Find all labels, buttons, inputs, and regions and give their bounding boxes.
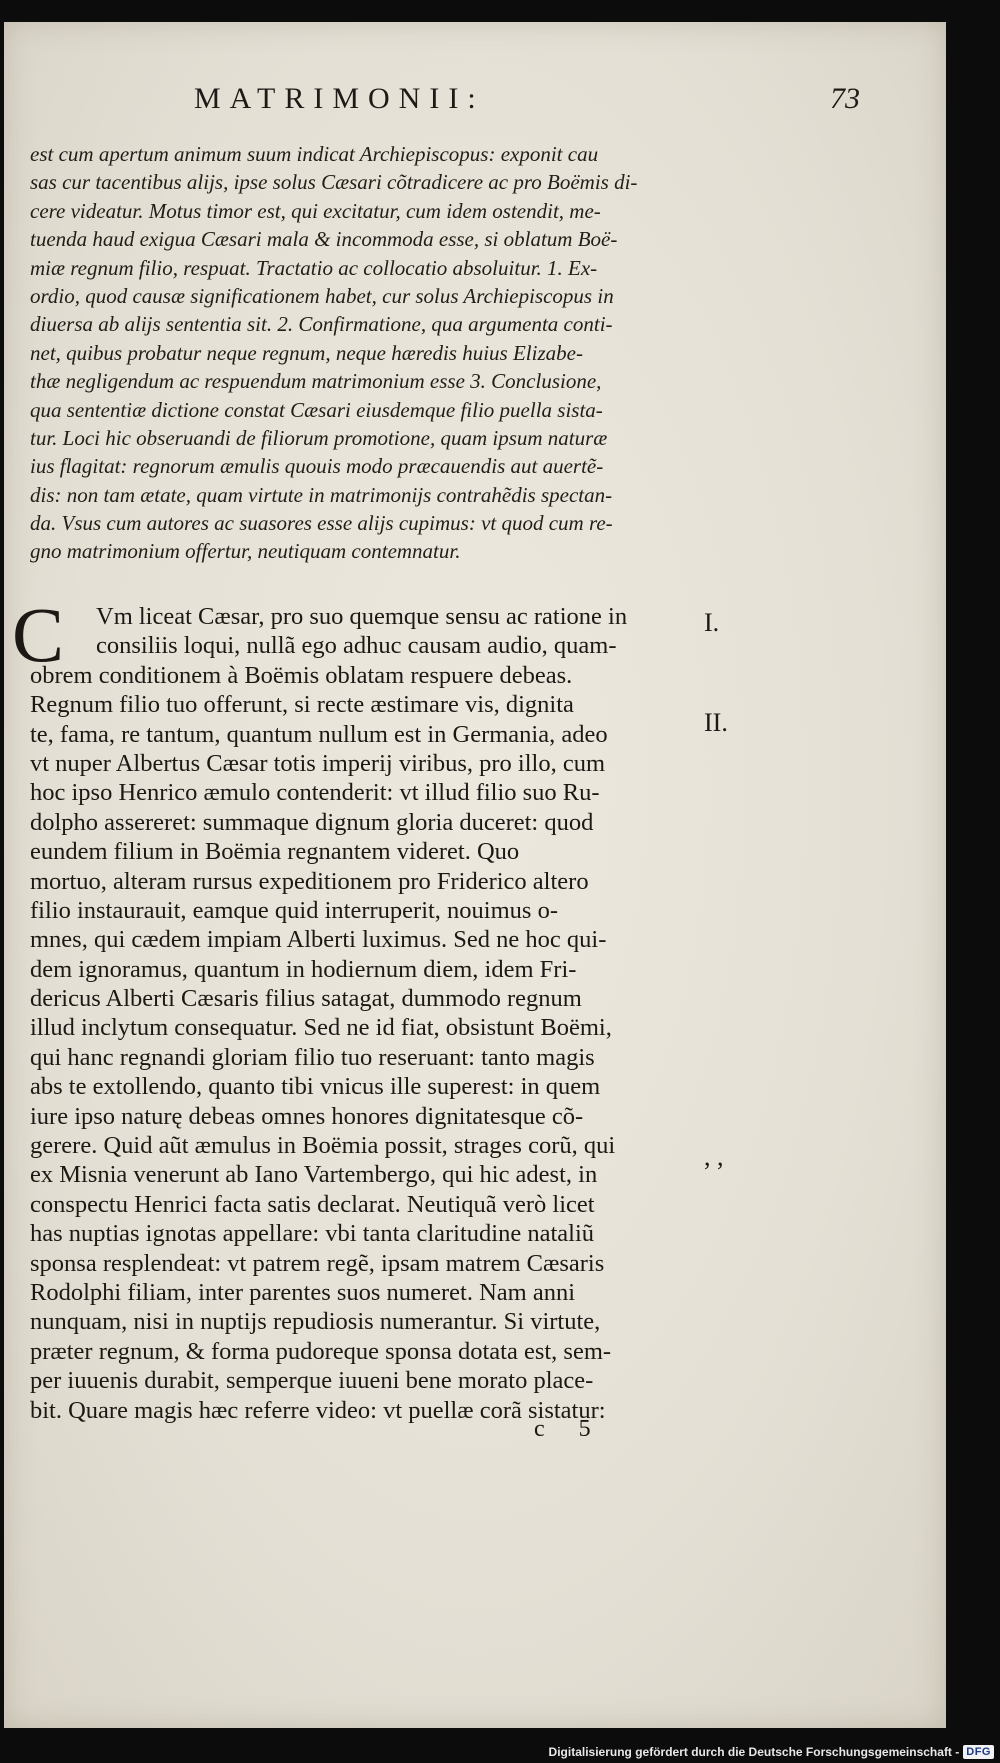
running-title: MATRIMONII:	[194, 82, 485, 115]
summary-line: est cum apertum animum suum indicat Archiepiscopus: exponit cau	[30, 142, 599, 166]
body-line: dolpho assereret: summaque dignum gloria duceret: quod	[30, 808, 594, 836]
body-line: te, fama, re tantum, quantum nullum est in Germania, adeo	[30, 720, 608, 748]
signature-mark: c 5	[534, 1416, 605, 1442]
book-page	[4, 22, 946, 1728]
body-line: illud inclytum consequatur. Sed ne id fiat, obsistunt Boëmi,	[30, 1014, 612, 1042]
summary-line: gno matrimonium offertur, neutiquam contemnatur.	[30, 539, 461, 564]
marginal-note-3: , ,	[704, 1142, 724, 1171]
body-line: filio instaurauit, eamque quid interruperit, nouimus o-	[30, 896, 558, 924]
body-line: eundem filium in Boëmia regnantem videret. Quo	[30, 838, 520, 866]
body-line: obrem conditionem à Boëmis oblatam respuere debeas.	[30, 661, 573, 689]
body-line: dericus Alberti Cæsaris filius satagat, dummodo regnum	[30, 985, 582, 1013]
summary-line: tur. Loci hic obseruandi de filiorum promotione, quam ipsum naturæ	[30, 425, 608, 450]
body-line: præter regnum, & forma pudoreque sponsa dotata est, sem-	[30, 1337, 612, 1365]
body-line: sponsa resplendeat: vt patrem regẽ, ipsam matrem Cæsaris	[30, 1249, 605, 1277]
body-line: per iuuenis durabit, semperque iuueni bene morato place-	[30, 1367, 594, 1395]
summary-line: thæ negligendum ac respuendum matrimonium esse 3. Conclusione,	[30, 369, 602, 394]
drop-cap-initial: C	[12, 591, 65, 678]
body-line: mortuo, alteram rursus expeditionem pro Friderico altero	[30, 867, 589, 895]
body-line: Rodolphi filiam, inter parentes suos numeret. Nam anni	[30, 1278, 576, 1306]
body-line: consiliis loqui, nullã ego adhuc causam audio, quam-	[96, 632, 617, 660]
summary-line: sas cur tacentibus alijs, ipse solus Cæsari cõtradicere ac pro Boëmis di-	[30, 170, 638, 195]
body-line: bit. Quare magis hæc referre video: vt puellæ corã sistatur:	[30, 1396, 606, 1424]
body-line: mnes, qui cædem impiam Alberti luximus. Sed ne hoc qui-	[30, 926, 607, 954]
marginal-note-1: I.	[704, 608, 720, 637]
summary-line: dis: non tam ætate, quam virtute in matrimonijs contrahẽdis spectan-	[30, 482, 613, 507]
digitization-footer	[549, 1745, 994, 1759]
footer-credit: Digitalisierung gefördert durch die Deutsche Forschungsgemeinschaft -	[548, 1745, 960, 1759]
marginal-note-2: II.	[704, 708, 728, 737]
body-line: conspectu Henrici facta satis declarat. Neutiquã verò licet	[30, 1190, 595, 1218]
summary-line: qua sententiæ dictione constat Cæsari eiusdemque filio puella sista-	[30, 397, 603, 422]
body-line: has nuptias ignotas appellare: vbi tanta claritudine nataliũ	[30, 1220, 595, 1248]
summary-line: da. Vsus cum autores ac suasores esse alijs cupimus: vt quod cum re-	[30, 511, 613, 536]
summary-line: tuenda haud exigua Cæsari mala & incommoda esse, si oblatum Boë-	[30, 227, 618, 252]
summary-line: cere videatur. Motus timor est, qui excitatur, cum idem ostendit, me-	[30, 198, 601, 223]
body-line: Vm liceat Cæsar, pro suo quemque sensu ac ratione in	[96, 603, 628, 630]
body-line: iure ipso naturę debeas omnes honores dignitatesque cõ-	[30, 1102, 584, 1130]
summary-line: miæ regnum filio, respuat. Tractatio ac collocatio absoluitur. 1. Ex-	[30, 255, 598, 280]
summary-line: ordio, quod causæ significationem habet, cur solus Archiepiscopus in	[30, 283, 614, 308]
body-line: nunquam, nisi in nuptijs repudiosis numerantur. Si virtute,	[30, 1308, 601, 1336]
body-line: qui hanc regnandi gloriam filio tuo reseruant: tanto magis	[30, 1043, 595, 1071]
body-text	[30, 602, 730, 1425]
body-line: hoc ipso Henrico æmulo contenderit: vt illud filio suo Ru-	[30, 779, 600, 807]
body-line: ex Misnia venerunt ab Iano Vartembergo, qui hic adest, in	[30, 1161, 598, 1189]
page-number: 73	[830, 82, 860, 115]
body-line: vt nuper Albertus Cæsar totis imperij viribus, pro illo, cum	[30, 749, 606, 777]
body-line: abs te extollendo, quanto tibi vnicus ille superest: in quem	[30, 1073, 601, 1101]
body-line: Regnum filio tuo offerunt, si recte æstimare vis, dignita	[30, 691, 574, 719]
argument-summary	[30, 140, 720, 566]
summary-line: diuersa ab alijs sententia sit. 2. Confirmatione, qua argumenta conti-	[30, 312, 613, 337]
summary-line: ius flagitat: regnorum æmulis quouis modo præcauendis aut auertẽ-	[30, 454, 604, 479]
body-line: gerere. Quid aũt æmulus in Boëmia possit, strages corũ, qui	[30, 1132, 616, 1160]
summary-line: net, quibus probatur neque regnum, neque hæredis huius Elizabe-	[30, 340, 583, 365]
body-line: dem ignoramus, quantum in hodiernum diem, idem Fri-	[30, 955, 577, 983]
dfg-logo-icon: DFG	[963, 1745, 994, 1759]
